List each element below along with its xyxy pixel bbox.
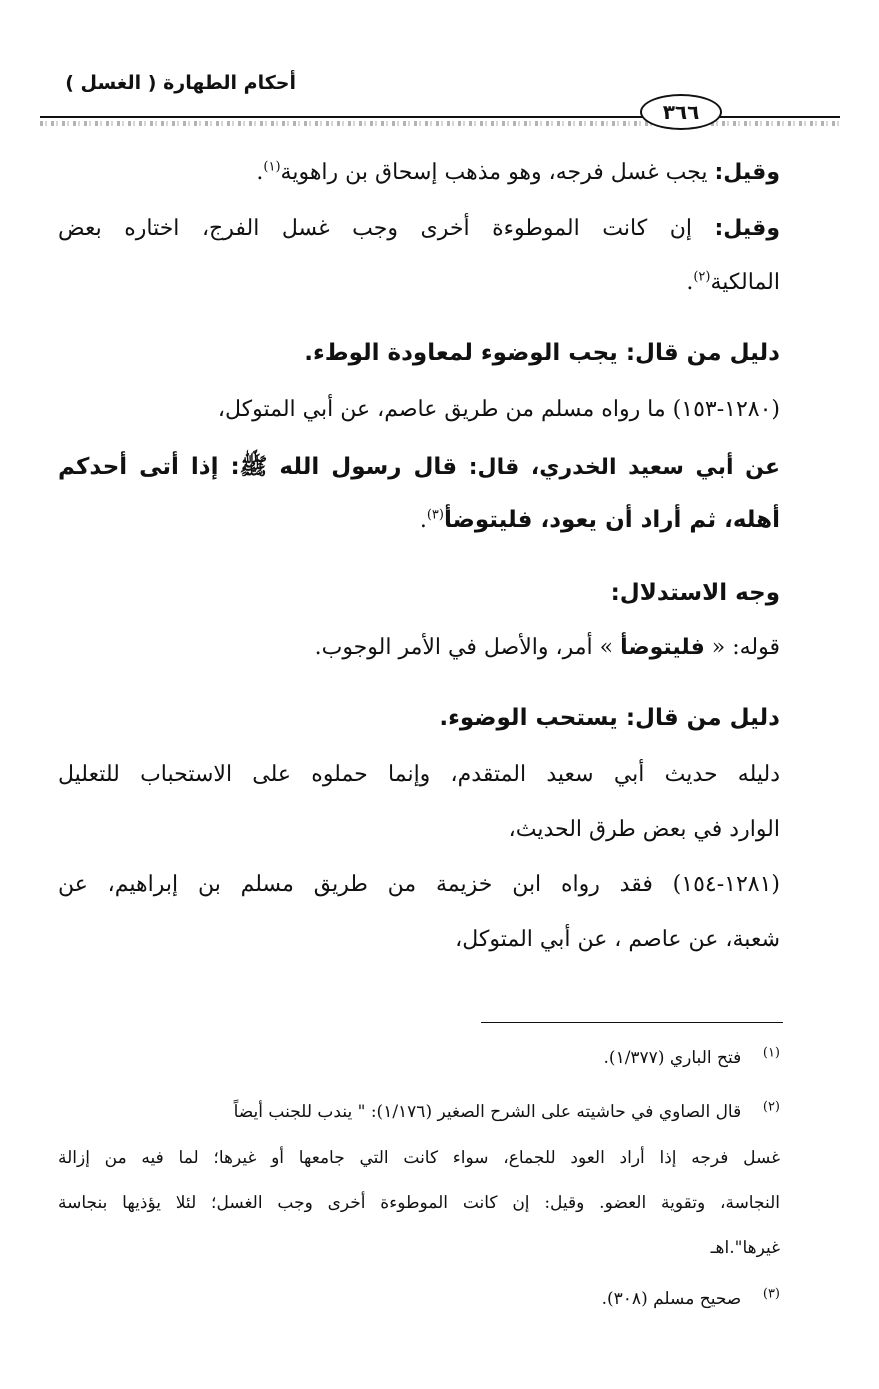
hadith-chain: (١٢٨١-١٥٤) فقد رواه ابن خزيمة من طريق مسلم بن إبراهيم، عن <box>58 872 780 897</box>
footnote-ref-3: (٣) <box>426 507 444 523</box>
hadith-2-line-1 <box>58 872 780 897</box>
opinion-label: وقيل: <box>714 160 780 185</box>
opinion-text: المالكية <box>710 270 780 295</box>
footnote-text: غيرها".اهـ <box>710 1238 780 1258</box>
footnote-2-line-3 <box>58 1193 780 1213</box>
section-heading-evidence-recommendation <box>58 705 780 731</box>
footnote-text: فتح الباري (١/٣٧٧). <box>603 1048 742 1068</box>
section-heading-inference <box>58 580 780 606</box>
sentence-end: . <box>419 508 427 533</box>
opinion-label: وقيل: <box>714 216 780 241</box>
footnote-2-line-4 <box>58 1238 780 1258</box>
hadith-1-intro <box>58 397 780 422</box>
hadith-narrator: عن أبي سعيد الخدري، قال: <box>457 455 781 480</box>
hadith-2-line-2 <box>58 927 780 952</box>
footnote-text: النجاسة، وتقوية العضو. وقيل: إن كانت الموطوءة أخرى وجب الغسل؛ لئلا يؤذيها بنجاسة <box>58 1193 780 1213</box>
hadith-chain: (١٢٨٠-١٥٣) ما رواه مسلم من طريق عاصم، عن أبي المتوكل، <box>217 397 780 422</box>
opinion-text: يجب غسل فرجه، وهو مذهب إسحاق بن راهوية <box>280 160 715 185</box>
header-rule-texture <box>40 121 840 126</box>
footnote-text: قال الصاوي في حاشيته على الشرح الصغير (١/١٧٦): " يندب للجنب أيضاً <box>233 1102 742 1122</box>
paragraph-inference <box>58 635 780 660</box>
hadith-text: قال رسول الله ﷺ: إذا أتى أحدكم <box>58 454 458 480</box>
hadith-1-line-1 <box>58 452 780 486</box>
quote-prefix: قوله: « <box>704 635 780 660</box>
paragraph-text: الوارد في بعض طرق الحديث، <box>508 817 780 842</box>
paragraph-evidence-line-2 <box>58 817 780 842</box>
footnote-text: غسل فرجه إذا أراد العود للجماع، سواء كانت التي جامعها أو غيرها؛ لما فيه من إزالة <box>58 1148 780 1168</box>
footnote-3 <box>58 1286 780 1309</box>
quoted-word: فليتوضأ <box>620 635 705 660</box>
section-heading-evidence-obligation <box>58 340 780 366</box>
quote-suffix: » أمر، والأصل في الأمر الوجوب. <box>314 635 621 660</box>
heading-label: وجه الاستدلال: <box>610 580 780 606</box>
footnote-number: (٣) <box>762 1286 780 1302</box>
paragraph-opinion-2-line-2 <box>58 270 780 295</box>
heading-text: يستحب الوضوء. <box>439 705 626 731</box>
footnote-number: (٢) <box>762 1099 780 1115</box>
heading-label: دليل من قال: <box>625 340 780 366</box>
hadith-1-line-2 <box>58 507 780 533</box>
page-number: ٣٦٦ <box>640 94 722 130</box>
paragraph-evidence-line-1 <box>58 762 780 787</box>
running-title: أحكام الطهارة ( الغسل ) <box>65 72 296 94</box>
paragraph-text: دليله حديث أبي سعيد المتقدم، وإنما حملوه على الاستحباب للتعليل <box>58 762 780 787</box>
sentence-end: . <box>256 160 264 185</box>
heading-label: دليل من قال: <box>625 705 780 731</box>
heading-text: يجب الوضوء لمعاودة الوطء. <box>304 340 626 366</box>
footnote-text: صحيح مسلم (٣٠٨). <box>601 1289 742 1309</box>
sentence-end: . <box>686 270 694 295</box>
footnote-2-line-1 <box>58 1099 780 1122</box>
footnote-ref-1: (١) <box>263 159 281 175</box>
paragraph-opinion-1 <box>58 160 780 185</box>
footnote-2-line-2 <box>58 1148 780 1168</box>
header-rule <box>40 116 840 128</box>
footnote-separator <box>481 1022 783 1023</box>
paragraph-opinion-2-line-1 <box>58 216 780 241</box>
footnote-number: (١) <box>762 1045 780 1061</box>
hadith-chain: شعبة، عن عاصم ، عن أبي المتوكل، <box>455 927 780 952</box>
footnote-1 <box>58 1045 780 1068</box>
opinion-text: إن كانت الموطوءة أخرى وجب غسل الفرج، اختاره بعض <box>58 216 715 241</box>
footnote-ref-2: (٢) <box>693 269 711 285</box>
hadith-text: أهله، ثم أراد أن يعود، فليتوضأ <box>443 507 780 533</box>
